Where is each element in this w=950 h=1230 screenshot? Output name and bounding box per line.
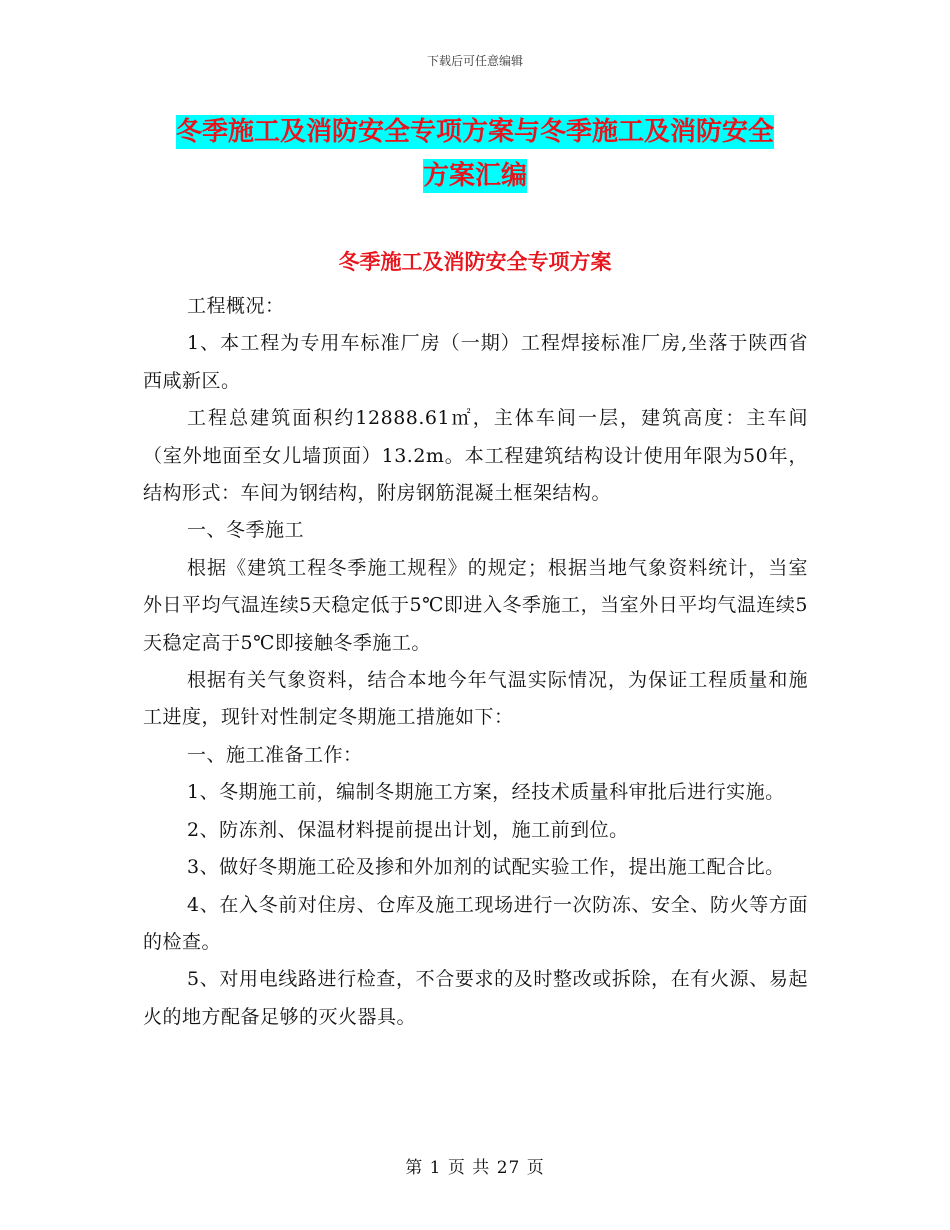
- document-title-line-1: 冬季施工及消防安全专项方案与冬季施工及消防安全: [175, 117, 774, 147]
- paragraph: 1、冬期施工前，编制冬期施工方案，经技术质量科审批后进行实施。: [187, 781, 785, 804]
- paragraph: 一、冬季施工: [187, 519, 305, 542]
- paragraph: 工程概况：: [187, 295, 285, 317]
- paragraph: 3、做好冬期施工砼及掺和外加剂的试配实验工作，提出施工配合比。: [187, 856, 785, 879]
- paragraph: 根据《建筑工程冬季施工规程》的规定；根据当地气象资料统计，当室外日平均气温连续5天稳定低于5℃即进入冬季施工，当室外日平均气温连续5天稳定高于5℃即接触冬季施工。: [143, 556, 808, 654]
- page-footer: 第 1 页 共 27 页: [405, 1158, 545, 1178]
- paragraph: 2、防冻剂、保温材料提前提出计划，施工前到位。: [187, 818, 629, 841]
- paragraph: 一、施工准备工作：: [187, 743, 363, 766]
- document-title: [140, 110, 810, 198]
- section-title: 冬季施工及消防安全专项方案: [338, 250, 612, 274]
- document-body: [143, 288, 808, 1036]
- paragraph: 工程总建筑面积约12888.61㎡，主体车间一层，建筑高度：主车间（室外地面至女儿墙顶面）13.2m。本工程建筑结构设计使用年限为50年，结构形式：车间为钢结构，附房钢筋混凝土框架结构。: [143, 407, 808, 505]
- paragraph: 5、对用电线路进行检查，不合要求的及时整改或拆除，在有火源、易起火的地方配备足够的灭火器具。: [143, 968, 808, 1028]
- paragraph: 4、在入冬前对住房、仓库及施工现场进行一次防冻、安全、防火等方面的检查。: [143, 893, 808, 953]
- paragraph: 1、本工程为专用车标准厂房（一期）工程焊接标准厂房,坐落于陕西省西咸新区。: [143, 332, 808, 392]
- document-title-line-2: 方案汇编: [422, 161, 527, 191]
- paragraph: 根据有关气象资料，结合本地今年气温实际情况，为保证工程质量和施工进度，现针对性制定冬期施工措施如下：: [143, 669, 808, 729]
- header-note: 下载后可任意编辑: [426, 54, 523, 68]
